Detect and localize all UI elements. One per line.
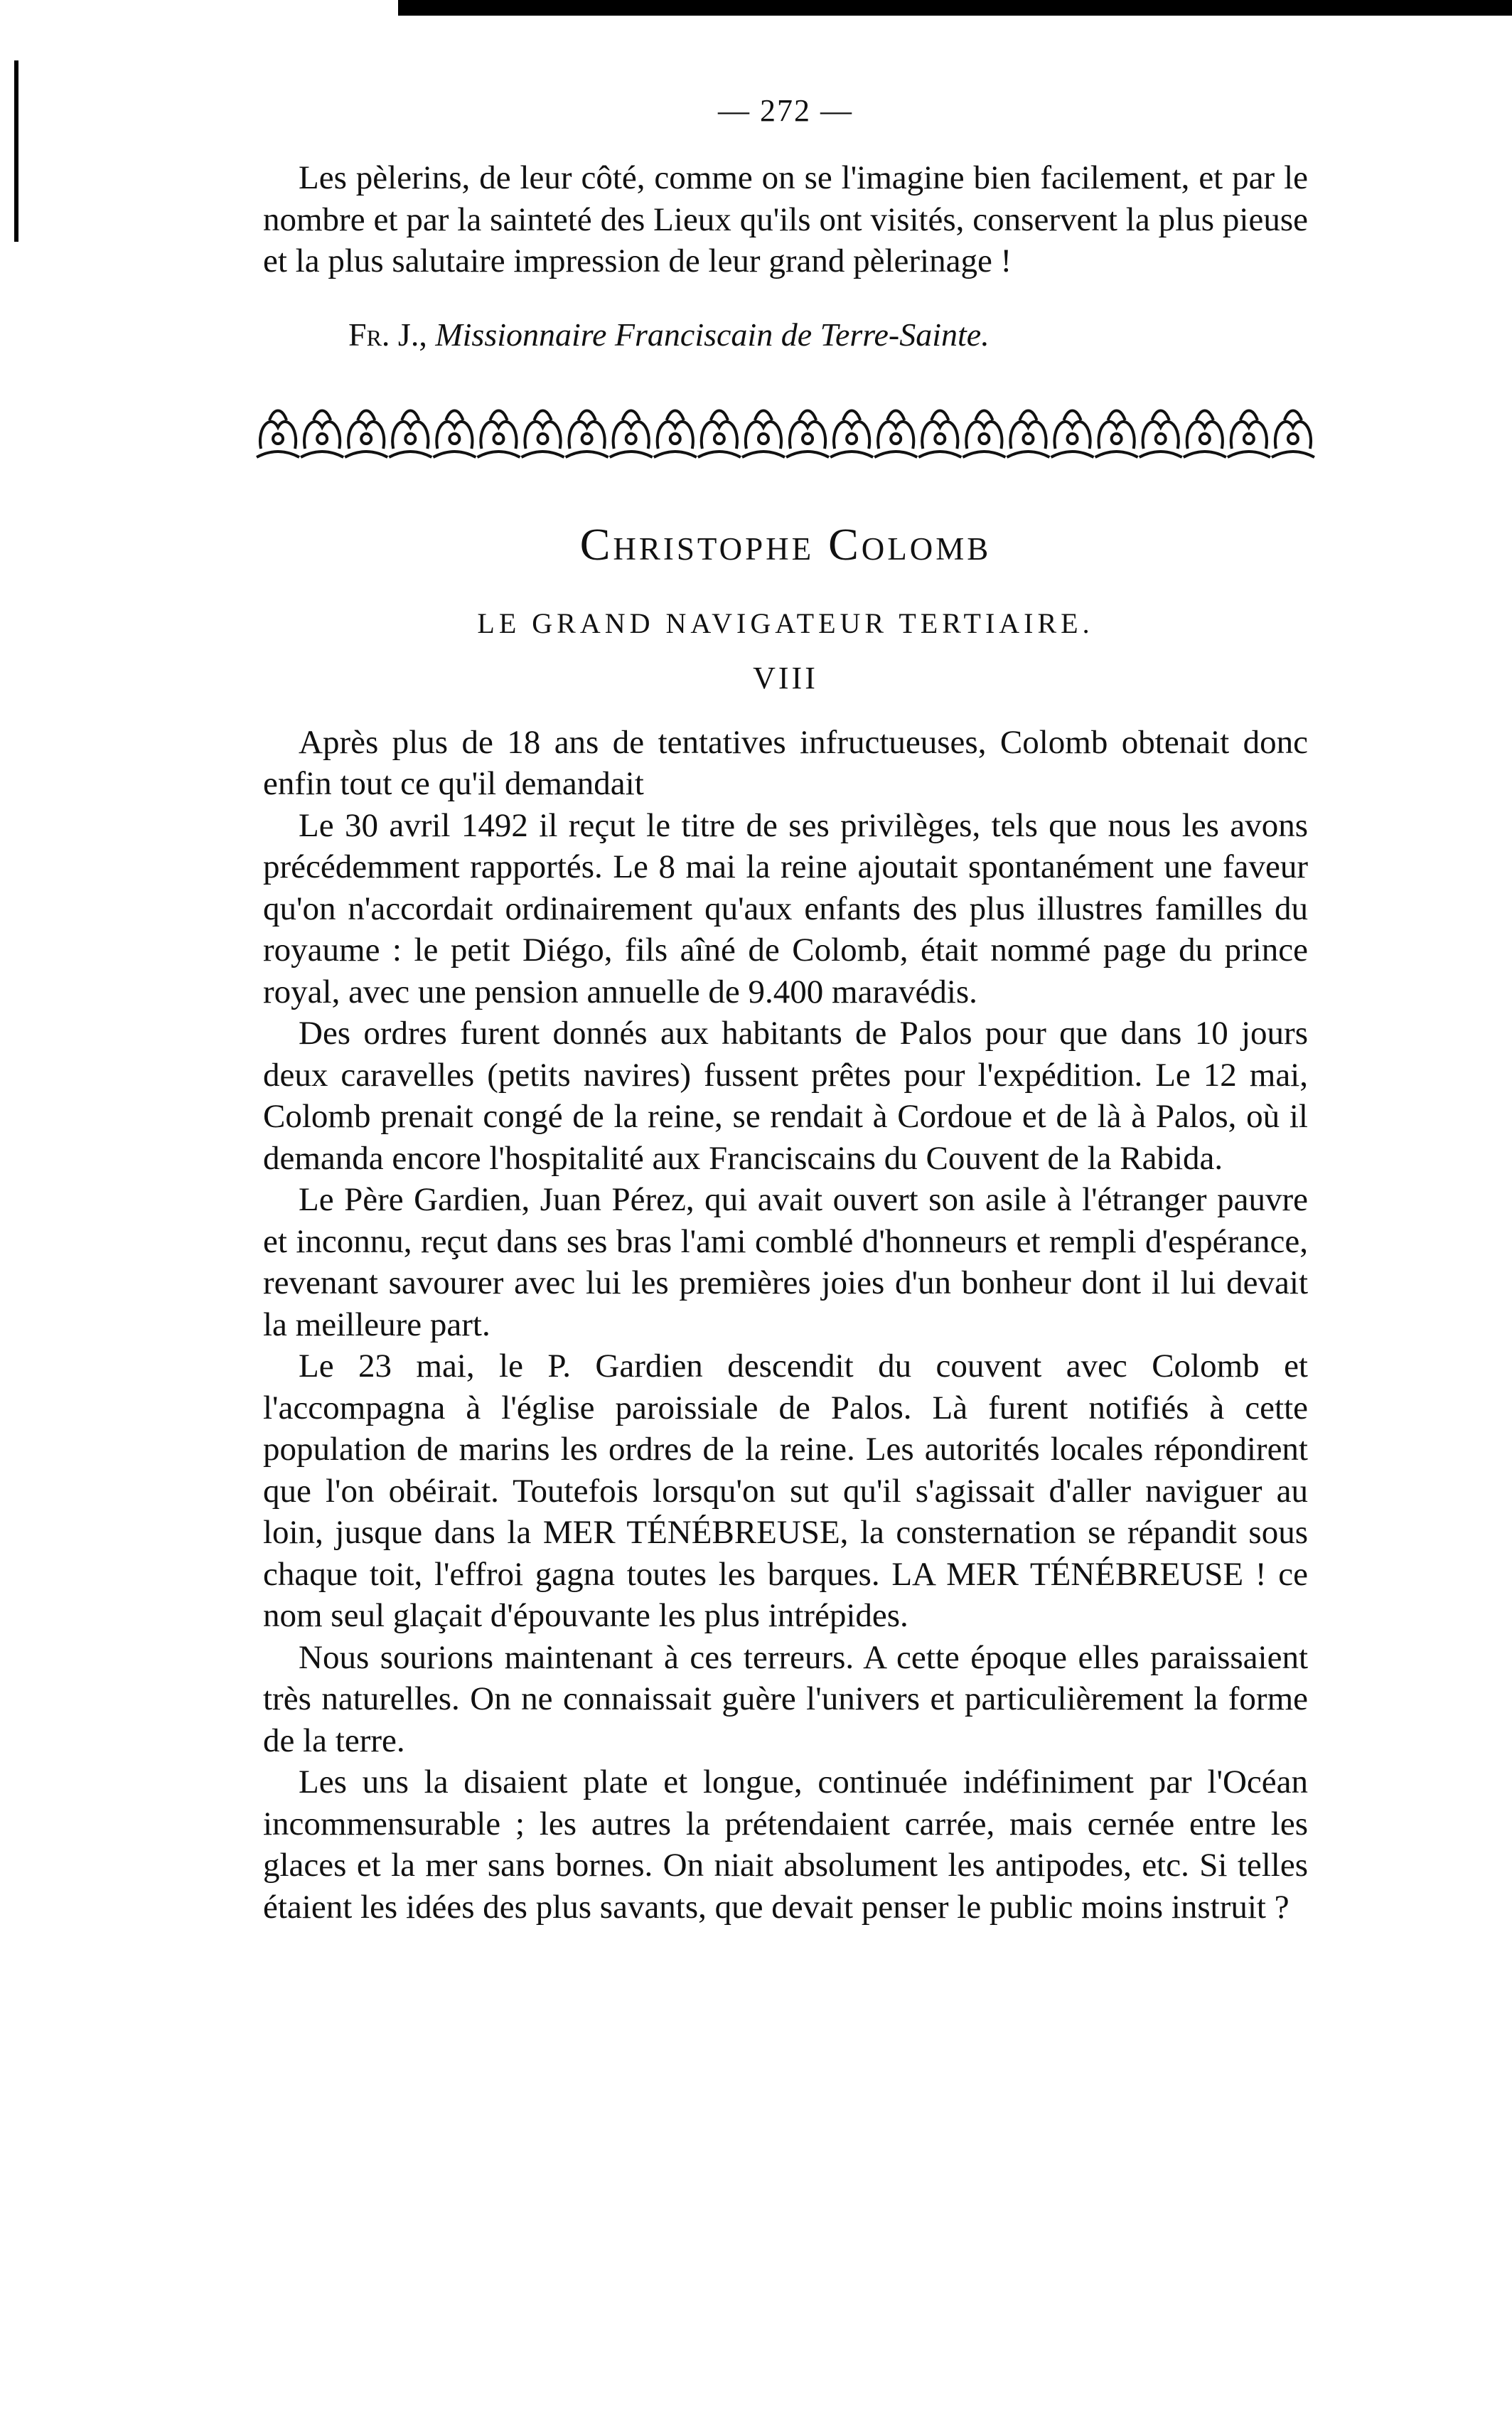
floral-divider-ornament xyxy=(256,399,1315,463)
ornament-motif xyxy=(654,410,697,457)
signature-role: Missionnaire Franciscain de Terre-Sainte. xyxy=(435,316,990,353)
ornament-motif xyxy=(566,410,608,457)
ornament-motif xyxy=(874,410,917,457)
ornament-motif xyxy=(918,410,961,457)
ornament-motif xyxy=(1140,410,1182,457)
ornament-motif xyxy=(522,410,564,457)
ornament-motif xyxy=(345,410,387,457)
scan-edge-top xyxy=(398,0,1512,16)
ornament-motif xyxy=(1007,410,1049,457)
article-paragraph-5: Le 23 mai, le P. Gardien descendit du couvent avec Colomb et l'accompagna à l'église paroissiale de Palos. Là furent notifiés à cette population de marins les ordres de la reine. Les autorités locales répondirent que l'on obéirait. Toutefois lorsqu'on sut qu'il s'agissait d'aller naviguer au loin, jusque dans la MER TÉNÉBREUSE, la consternation se répandit sous chaque toit, l'effroi gagna toutes les barques. LA MER TÉNÉBREUSE ! ce nom seul glaçait d'épouvante les plus intrépides. xyxy=(263,1348,1308,1634)
article-paragraph-2: Le 30 avril 1492 il reçut le titre de ses privilèges, tels que nous les avons précédemment rapportés. Le 8 mai la reine ajoutait spontanément une faveur qu'on n'accordait ordinairement qu'aux enfants des plus illustres familles du royaume : le petit Diégo, fils aîné de Colomb, était nommé page du prince royal, avec une pension annuelle de 9.400 maravédis. xyxy=(263,806,1308,1010)
article-paragraph-7: Les uns la disaient plate et longue, continuée indéfiniment par l'Océan incommensurable ; les autres la prétendaient carrée, mais cernée entre les glaces et la mer sans bornes. On niait absolument les antipodes, etc. Si telles étaient les idées des plus savants, que devait penser le public moins instruit ? xyxy=(263,1764,1308,1926)
ornament-motif xyxy=(389,410,431,457)
ornament-motif xyxy=(1184,410,1226,457)
chapter-number: VIII xyxy=(753,660,818,695)
page-number: — 272 — xyxy=(718,93,853,128)
ornament-motif xyxy=(257,410,299,457)
article-paragraph-6: Nous sourions maintenant à ces terreurs. A cette époque elles paraissaient très naturelles. On ne connaissait guère l'univers et particulièrement la forme de la terre. xyxy=(263,1638,1308,1759)
signature-author: Fr. J., xyxy=(348,316,427,353)
ornament-motif xyxy=(698,410,741,457)
ornament-motif xyxy=(963,410,1005,457)
ornament-motif xyxy=(830,410,873,457)
ornament-motif xyxy=(1095,410,1138,457)
book-page xyxy=(263,92,1308,1928)
ornament-motif xyxy=(742,410,785,457)
article-title: Christophe Colomb xyxy=(579,518,992,570)
article-paragraph-3: Des ordres furent donnés aux habitants de Palos pour que dans 10 jours deux caravelles (petits navires) fussent prêtes pour l'expédition. Le 12 mai, Colomb prenait congé de la reine, se rendait à Cordoue et de là à Palos, où il demanda encore l'hospitalité aux Franciscains du Couvent de la Rabida. xyxy=(263,1015,1308,1177)
ornament-motif xyxy=(1228,410,1270,457)
intro-paragraph: Les pèlerins, de leur côté, comme on se l'imagine bien facilement, et par le nombre et par la sainteté des Lieux qu'ils ont visités, conservent la plus pieuse et la plus salutaire impression de leur grand pèlerinage ! xyxy=(263,159,1308,279)
signature xyxy=(348,314,1308,356)
ornament-motif xyxy=(301,410,343,457)
ornament-motif xyxy=(477,410,520,457)
ornament-motif xyxy=(1272,410,1314,457)
article-paragraph-4: Le Père Gardien, Juan Pérez, qui avait ouvert son asile à l'étranger pauvre et inconnu, reçut dans ses bras l'ami comblé d'honneurs et rempli d'espérance, revenant savourer avec lui les premières joies d'un bonheur dont il lui devait la meilleure part. xyxy=(263,1181,1308,1343)
article-subtitle: LE GRAND NAVIGATEUR TERTIAIRE. xyxy=(477,607,1094,639)
ornament-motif xyxy=(610,410,653,457)
ornament-motif xyxy=(433,410,476,457)
scan-edge-left xyxy=(14,60,18,242)
ornament-motif xyxy=(1051,410,1094,457)
article-paragraph-1: Après plus de 18 ans de tentatives infructueuses, Colomb obtenait donc enfin tout ce qu'il demandait xyxy=(263,723,1308,802)
ornament-motif xyxy=(786,410,829,457)
